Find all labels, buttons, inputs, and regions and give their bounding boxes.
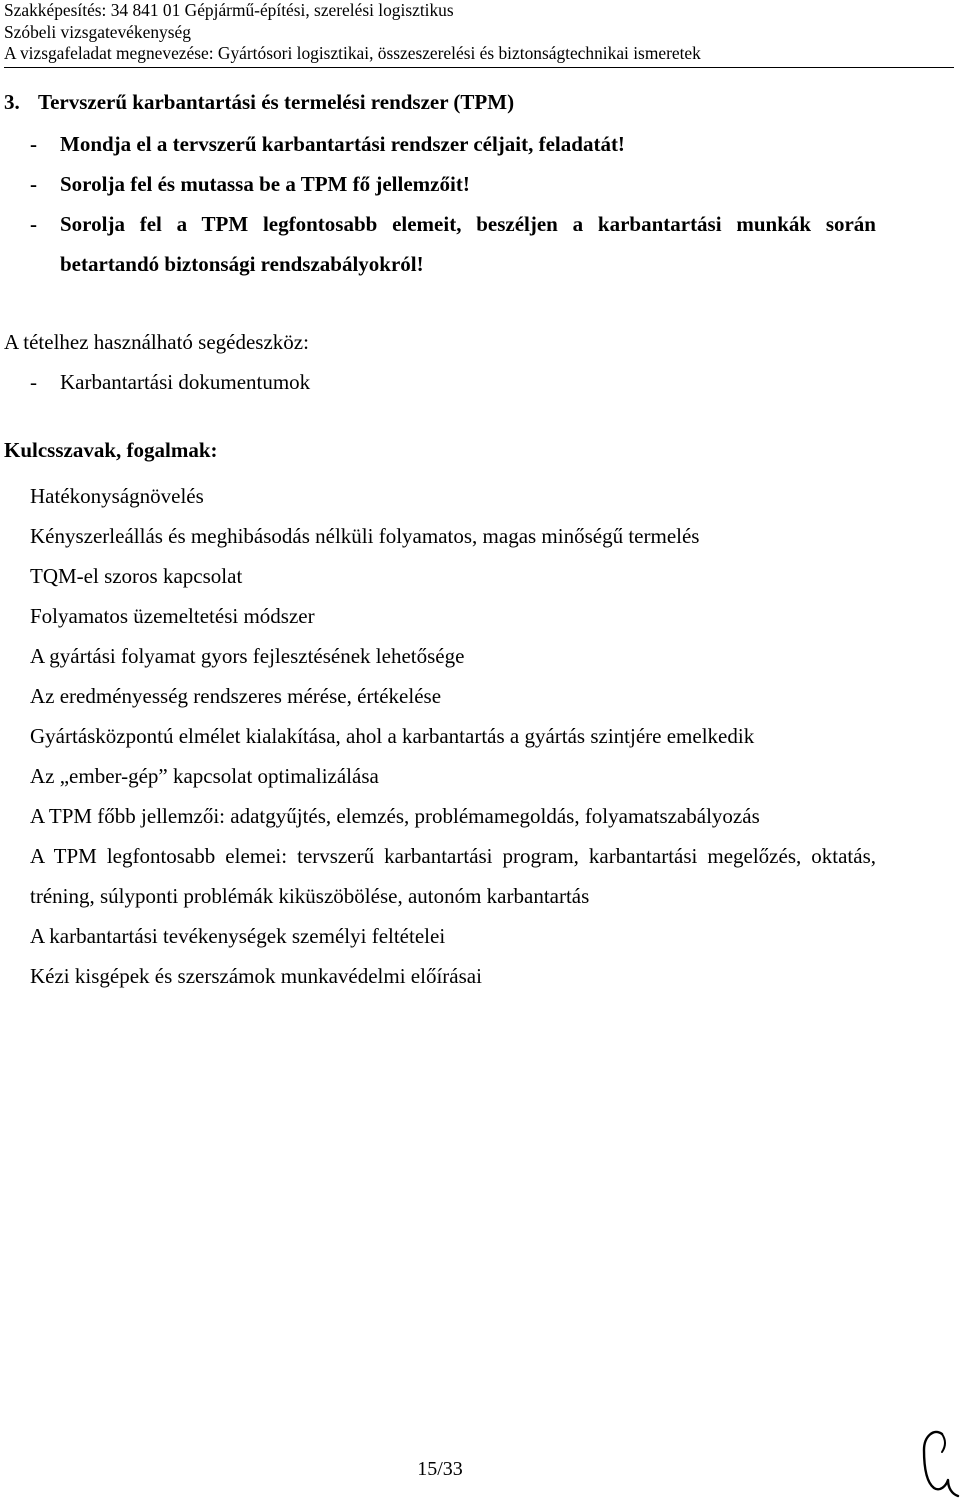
task-text: Mondja el a tervszerű karbantartási rendszer céljait, feladatát! (60, 132, 625, 156)
task-dash: - (30, 132, 37, 156)
keyword-item: TQM-el szoros kapcsolat (30, 564, 243, 588)
topic-title-text: Tervszerű karbantartási és termelési rendszer (TPM) (38, 90, 515, 114)
keyword-item: A TPM legfontosabb elemei: tervszerű karbantartási program, karbantartási megelőzés, oktatás, tréning, súlyponti problémák kiküszöbölése, autonóm karbantartás (30, 844, 876, 908)
task-dash: - (30, 212, 37, 236)
aid-dash: - (30, 370, 37, 394)
page-number: 15/33 (417, 1458, 463, 1480)
keyword-item: Hatékonyságnövelés (30, 484, 204, 508)
keyword-item: Folyamatos üzemeltetési módszer (30, 604, 315, 628)
keyword-item: Kényszerleállás és meghibásodás nélküli folyamatos, magas minőségű termelés (30, 524, 700, 548)
keyword-item: A karbantartási tevékenységek személyi feltételei (30, 924, 446, 948)
task-text: Sorolja fel a TPM legfontosabb elemeit, beszéljen a karbantartási munkák során betartandó biztonsági rendszabályokról! (60, 212, 876, 276)
topic-title (4, 88, 514, 116)
signature-mark (912, 1426, 960, 1502)
page-header (4, 0, 954, 68)
aid-item (30, 368, 310, 396)
keyword-item: Az „ember-gép” kapcsolat optimalizálása (30, 764, 379, 788)
qualification-line: Szakképesítés: 34 841 01 Gépjármű-építési, szerelési logisztikus (4, 0, 454, 20)
task-item (30, 124, 876, 164)
task-item (30, 204, 876, 284)
task-dash: - (30, 172, 37, 196)
topic-number: 3. (4, 90, 20, 114)
exam-activity-line: Szóbeli vizsgatevékenység (4, 21, 191, 42)
task-item (30, 164, 876, 204)
keyword-item: Gyártásközpontú elmélet kialakítása, ahol a karbantartás a gyártás szintjére emelkedik (30, 724, 755, 748)
aid-item-text: Karbantartási dokumentumok (60, 370, 311, 394)
keywords-list (30, 476, 876, 996)
exam-task-name-line: A vizsgafeladat megnevezése: Gyártósori logisztikai, összeszerelési és biztonságtechnikai ismeretek (4, 43, 701, 63)
keyword-item: A TPM főbb jellemzői: adatgyűjtés, elemzés, problémamegoldás, folyamatszabályozás (30, 804, 760, 828)
keyword-item: Kézi kisgépek és szerszámok munkavédelmi előírásai (30, 964, 482, 988)
aid-label: A tételhez használható segédeszköz: (4, 330, 309, 354)
task-text: Sorolja fel és mutassa be a TPM fő jellemzőit! (60, 172, 470, 196)
keyword-item: A gyártási folyamat gyors fejlesztésének lehetősége (30, 644, 465, 668)
keywords-heading: Kulcsszavak, fogalmak: (4, 438, 218, 462)
keyword-item: Az eredményesség rendszeres mérése, értékelése (30, 684, 442, 708)
